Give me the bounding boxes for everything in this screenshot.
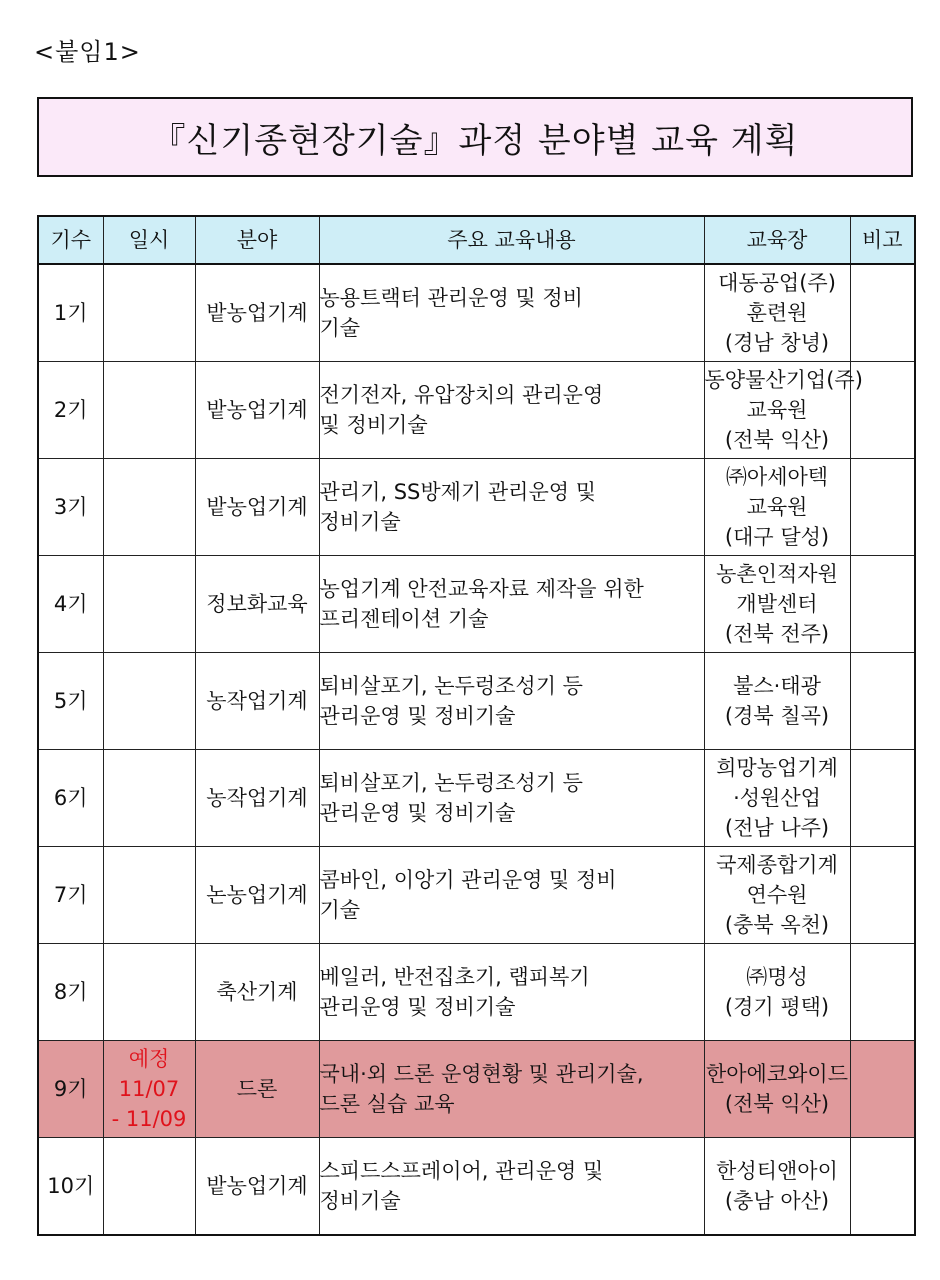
cell-content [319, 362, 704, 459]
table-row [38, 1138, 915, 1236]
cell-field: 축산기계 [195, 944, 319, 1041]
cell-place [704, 556, 850, 653]
table-row [38, 944, 915, 1041]
content-line: 스피드스프레이어, 관리운영 및 [319, 1159, 604, 1183]
content-line: 전기전자, 유압장치의 관리운영 [319, 383, 604, 407]
header-field: 분야 [195, 216, 319, 264]
header-term: 기수 [38, 216, 103, 264]
table-row [38, 362, 915, 459]
cell-place [704, 944, 850, 1041]
cell-term: 8기 [38, 944, 103, 1041]
place-line: 한아에코와이드 [705, 1062, 848, 1086]
place-line: 국제종합기계 [716, 853, 838, 877]
place-line: (충북 옥천) [724, 913, 830, 937]
place-line: 농촌인적자원 [716, 562, 838, 586]
content-line: 프리젠테이션 기술 [319, 607, 489, 631]
cell-schedule [103, 944, 195, 1041]
cell-field: 밭농업기계 [195, 264, 319, 362]
content-line: 정비기술 [319, 510, 401, 534]
table-row [38, 459, 915, 556]
place-line: 대동공업(주) [718, 271, 836, 295]
place-line: (전남 나주) [724, 816, 830, 840]
content-line: 정비기술 [319, 1189, 401, 1213]
place-line: 개발센터 [736, 592, 818, 616]
content-line: 드론 실습 교육 [319, 1092, 455, 1116]
place-line: (경남 창녕) [724, 331, 830, 355]
cell-note [850, 653, 915, 750]
cell-content [319, 1041, 704, 1138]
cell-content [319, 653, 704, 750]
cell-place [704, 459, 850, 556]
table-row [38, 847, 915, 944]
place-line: ㈜명성 [746, 965, 808, 989]
document-title: 『신기종현장기술』과정 분야별 교육 계획 [151, 120, 799, 161]
cell-content [319, 556, 704, 653]
cell-place [704, 264, 850, 362]
place-line: (경기 평택) [724, 995, 830, 1019]
cell-place [704, 847, 850, 944]
cell-field: 드론 [195, 1041, 319, 1138]
cell-content [319, 459, 704, 556]
place-line: ·성원산업 [733, 786, 821, 810]
cell-schedule [103, 1138, 195, 1236]
content-line: 콤바인, 이앙기 관리운영 및 정비 [319, 868, 617, 892]
cell-schedule [103, 264, 195, 362]
cell-term: 4기 [38, 556, 103, 653]
document-title-box [37, 97, 913, 177]
education-plan-table [37, 215, 916, 1236]
table-row [38, 750, 915, 847]
cell-note [850, 750, 915, 847]
cell-note [850, 264, 915, 362]
content-line: 퇴비살포기, 논두렁조성기 등 [319, 674, 583, 698]
cell-content [319, 264, 704, 362]
cell-field: 논농업기계 [195, 847, 319, 944]
place-line: (충남 아산) [724, 1189, 830, 1213]
content-line: 기술 [319, 898, 361, 922]
cell-note [850, 944, 915, 1041]
cell-schedule [103, 653, 195, 750]
table-row [38, 556, 915, 653]
cell-schedule [103, 459, 195, 556]
cell-note [850, 556, 915, 653]
table-row [38, 264, 915, 362]
cell-term: 5기 [38, 653, 103, 750]
content-line: 관리기, SS방제기 관리운영 및 [319, 480, 597, 504]
header-place: 교육장 [704, 216, 850, 264]
cell-content [319, 1138, 704, 1236]
cell-place [704, 1041, 850, 1138]
cell-schedule [103, 1041, 195, 1138]
cell-schedule [103, 556, 195, 653]
cell-field: 농작업기계 [195, 653, 319, 750]
content-line: 관리운영 및 정비기술 [319, 801, 516, 825]
cell-field: 밭농업기계 [195, 362, 319, 459]
content-line: 관리운영 및 정비기술 [319, 995, 516, 1019]
attachment-label: <붙임1> [34, 38, 141, 66]
table-row [38, 653, 915, 750]
cell-note [850, 1041, 915, 1138]
header-content: 주요 교육내용 [319, 216, 704, 264]
cell-content [319, 750, 704, 847]
place-line: (대구 달성) [724, 525, 830, 549]
header-schedule: 일시 [103, 216, 195, 264]
content-line: 베일러, 반전집초기, 랩피복기 [319, 965, 590, 989]
place-line: 동양물산기업(주) [704, 368, 863, 392]
cell-term: 7기 [38, 847, 103, 944]
cell-field: 밭농업기계 [195, 459, 319, 556]
cell-term: 6기 [38, 750, 103, 847]
cell-field: 농작업기계 [195, 750, 319, 847]
content-line: 농용트랙터 관리운영 및 정비 [319, 286, 583, 310]
place-line: (전북 익산) [724, 1092, 830, 1116]
content-line: 농업기계 안전교육자료 제작을 위한 [319, 577, 644, 601]
cell-term: 3기 [38, 459, 103, 556]
place-line: (경북 칠곡) [724, 704, 830, 728]
cell-note [850, 847, 915, 944]
cell-term: 1기 [38, 264, 103, 362]
table-header-row [38, 216, 915, 264]
content-line: 국내·외 드론 운영현황 및 관리기술, [319, 1062, 644, 1086]
cell-note [850, 459, 915, 556]
cell-place [704, 653, 850, 750]
place-line: (전북 익산) [724, 428, 830, 452]
place-line: 교육원 [746, 495, 808, 519]
place-line: 불스·태광 [733, 674, 821, 698]
cell-content [319, 847, 704, 944]
place-line: 연수원 [746, 883, 808, 907]
cell-term: 10기 [38, 1138, 103, 1236]
schedule-line: 11/07 [118, 1077, 180, 1101]
place-line: 훈련원 [746, 301, 808, 325]
cell-schedule [103, 847, 195, 944]
cell-place [704, 1138, 850, 1236]
cell-place [704, 362, 863, 459]
cell-field: 정보화교육 [195, 556, 319, 653]
cell-term: 9기 [38, 1041, 103, 1138]
place-line: 희망농업기계 [716, 756, 838, 780]
content-line: 기술 [319, 316, 361, 340]
content-line: 관리운영 및 정비기술 [319, 704, 516, 728]
cell-content [319, 944, 704, 1041]
schedule-line: - 11/09 [111, 1107, 187, 1131]
content-line: 퇴비살포기, 논두렁조성기 등 [319, 771, 583, 795]
place-line: (전북 전주) [724, 622, 830, 646]
cell-field: 밭농업기계 [195, 1138, 319, 1236]
cell-schedule [103, 750, 195, 847]
cell-note [850, 1138, 915, 1236]
content-line: 및 정비기술 [319, 413, 428, 437]
header-note: 비고 [850, 216, 915, 264]
table-row [38, 1041, 915, 1138]
cell-place [704, 750, 850, 847]
place-line: ㈜아세아텍 [725, 465, 829, 489]
schedule-line: 예정 [128, 1047, 170, 1071]
place-line: 한성티앤아이 [716, 1159, 838, 1183]
place-line: 교육원 [746, 398, 808, 422]
cell-schedule [103, 362, 195, 459]
cell-term: 2기 [38, 362, 103, 459]
